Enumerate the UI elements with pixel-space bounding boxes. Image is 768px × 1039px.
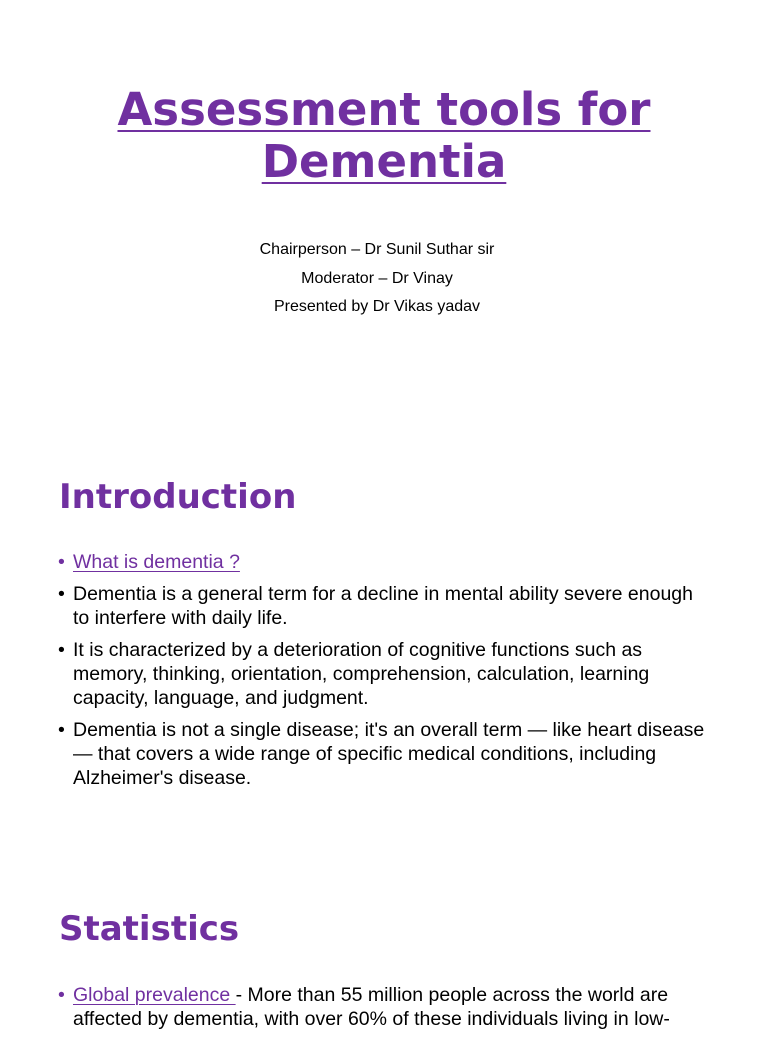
moderator-line: Moderator – Dr Vinay	[301, 269, 453, 287]
bullet-icon: •	[58, 719, 65, 741]
global-prevalence-link[interactable]: Global prevalence	[73, 984, 236, 1006]
list-item-text: Dementia is not a single disease; it's an overall term — like heart disease — that covers a wide range of specific medical conditions, including Alzheimer's disease.	[73, 719, 705, 789]
statistics-list	[58, 983, 708, 1039]
list-item-text: - More than 55 million people across the world are affected by dementia, with over 60% of these individuals living in low-	[73, 984, 670, 1030]
list-item-text: Dementia is a general term for a decline in mental ability severe enough to interfere with daily life.	[73, 583, 694, 629]
introduction-list	[58, 550, 708, 798]
list-item	[58, 638, 708, 710]
bullet-icon: •	[58, 639, 65, 661]
what-is-dementia-link[interactable]: What is dementia ?	[73, 551, 240, 573]
presenter-line: Presented by Dr Vikas yadav	[273, 298, 481, 315]
title-line-1: Assessment tools for	[117, 83, 651, 136]
list-item-text: It is characterized by a deterioration of cognitive functions such as memory, thinking, orientation, comprehension, calculation, learning capacity, language, and judgment.	[73, 639, 650, 709]
title-slide	[0, 0, 768, 440]
bullet-icon: •	[58, 984, 65, 1006]
credits-block	[0, 236, 754, 322]
bullet-icon: •	[58, 583, 65, 605]
title-line-2: Dementia	[261, 135, 507, 188]
introduction-heading: Introduction	[59, 477, 297, 517]
page-title	[60, 84, 708, 188]
list-item	[58, 718, 708, 790]
list-item	[58, 582, 708, 630]
list-item	[58, 550, 708, 574]
statistics-heading: Statistics	[59, 909, 240, 949]
chairperson-line: Chairperson – Dr Sunil Suthar sir	[259, 241, 495, 258]
bullet-icon: •	[58, 551, 65, 573]
